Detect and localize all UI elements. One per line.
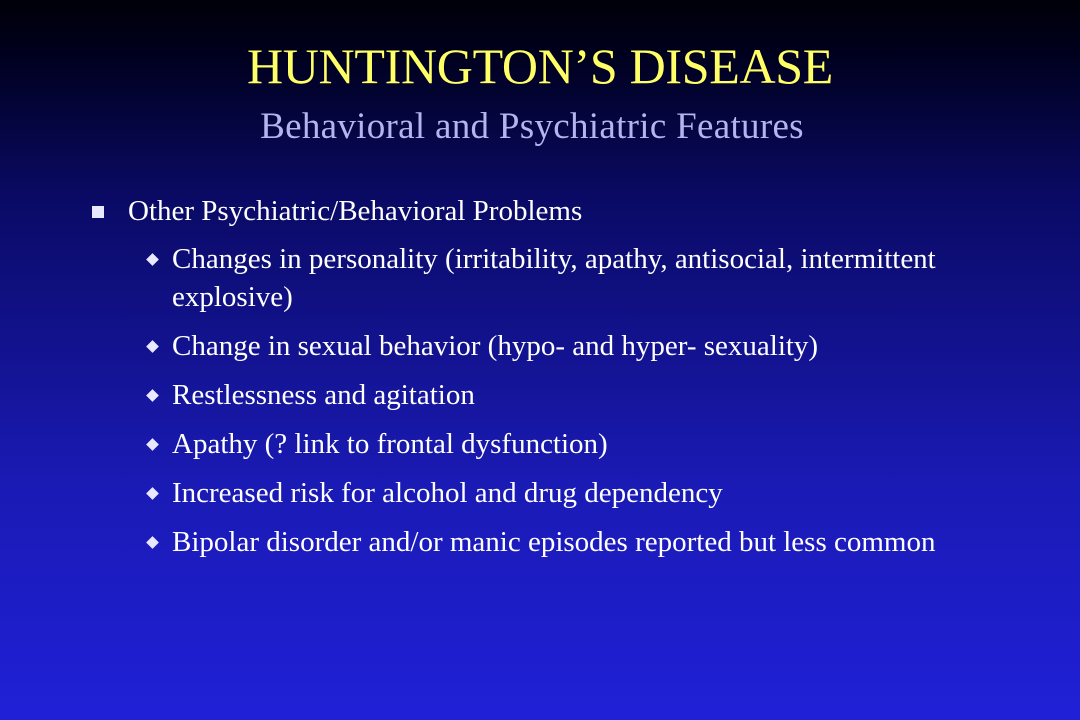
- diamond-bullet-icon: [146, 389, 159, 402]
- list-item-text: Bipolar disorder and/or manic episodes reported but less common: [172, 526, 936, 558]
- list-item: [148, 376, 968, 414]
- list-item-text: Restlessness and agitation: [172, 379, 475, 411]
- diamond-bullet-icon: [146, 487, 159, 500]
- diamond-bullet-icon: [146, 340, 159, 353]
- list-item: [148, 327, 968, 365]
- list-item-text: Change in sexual behavior (hypo- and hyper- sexuality): [172, 330, 819, 362]
- list-item: [148, 474, 968, 512]
- list-item: [148, 240, 968, 316]
- slide-title: HUNTINGTON’S DISEASE: [246, 38, 834, 94]
- list-item: [148, 523, 968, 561]
- main-bullet-text: Other Psychiatric/Behavioral Problems: [128, 195, 583, 227]
- list-item-text: Increased risk for alcohol and drug dependency: [172, 477, 723, 509]
- diamond-bullet-icon: [146, 438, 159, 451]
- list-item: [148, 425, 968, 463]
- diamond-bullet-icon: [146, 253, 159, 266]
- list-item-text: Apathy (? link to frontal dysfunction): [172, 428, 608, 460]
- diamond-bullet-icon: [146, 536, 159, 549]
- sub-bullet-list: [148, 240, 968, 572]
- slide-subtitle: Behavioral and Psychiatric Features: [260, 106, 804, 147]
- list-item-text: Changes in personality (irritability, apathy, antisocial, intermittent explosive): [172, 243, 936, 313]
- square-bullet-icon: [92, 206, 104, 218]
